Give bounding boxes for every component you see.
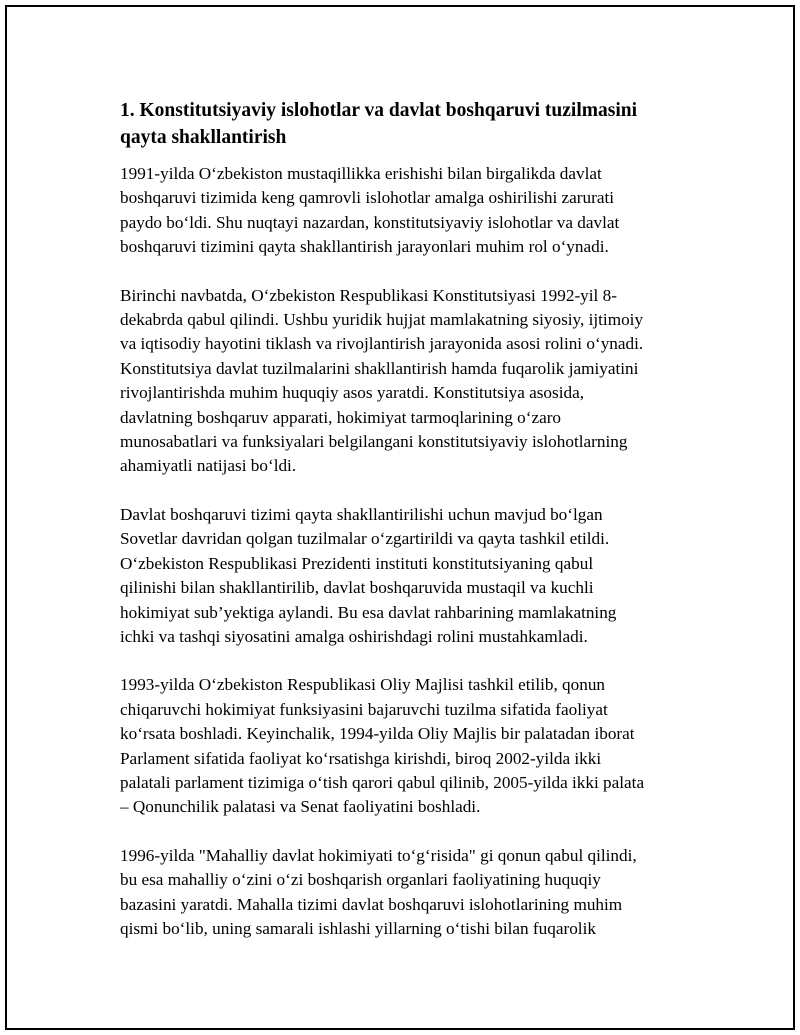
paragraph-line: ko‘rsata boshladi. Keyinchalik, 1994-yilda Oliy Majlis bir palatadan iborat [120, 724, 635, 744]
paragraph-line: bu esa mahalliy o‘zini o‘zi boshqarish organlari faoliyatining huquqiy [120, 870, 601, 890]
paragraph-line: ahamiyatli natijasi bo‘ldi. [120, 456, 297, 476]
paragraph-local-government [120, 844, 700, 942]
paragraph-line: chiqaruvchi hokimiyat funksiyasini bajaruvchi tuzilma sifatida faoliyat [120, 699, 608, 719]
paragraph-line: qismi bo‘lib, uning samarali ishlashi yillarning o‘tishi bilan fuqarolik [120, 918, 596, 938]
paragraph-line: Birinchi navbatda, O‘zbekiston Respublikasi Konstitutsiyasi 1992-yil 8- [120, 285, 617, 305]
paragraph-line: – Qonunchilik palatasi va Senat faoliyatini boshladi. [120, 797, 481, 817]
heading-line: qayta shakllantirish [120, 127, 287, 148]
paragraph-line: palatali parlament tizimiga o‘tish qarori qabul qilinib, 2005-yilda ikki palata [120, 772, 645, 792]
paragraph-oliy-majlis [120, 673, 700, 819]
paragraph-line: Parlament sifatida faoliyat ko‘rsatishga kirishdi, biroq 2002-yilda ikki [120, 748, 602, 768]
paragraph-line: rivojlantirishda muhim huquqiy asos yaratdi. Konstitutsiya asosida, [120, 383, 585, 403]
paragraph-independence-reforms [120, 162, 700, 260]
paragraph-line: ichki va tashqi siyosatini amalga oshirishdagi rolini mustahkamladi. [120, 626, 588, 646]
paragraph-line: boshqaruvi tizimida keng qamrovli islohotlar amalga oshirilishi zarurati [120, 188, 615, 208]
paragraph-line: hokimiyat sub’yektiga aylandi. Bu esa davlat rahbarining mamlakatning [120, 602, 617, 622]
paragraph-line: boshqaruvi tizimini qayta shakllantirish jarayonlari muhim rol o‘ynadi. [120, 237, 609, 257]
paragraph-president-institute [120, 503, 700, 649]
paragraph-line: 1991-yilda O‘zbekiston mustaqillikka erishishi bilan birgalikda davlat [120, 164, 602, 183]
paragraph-line: Sovetlar davridan qolgan tuzilmalar o‘zgartirildi va qayta tashkil etildi. [120, 529, 610, 549]
paragraph-line: dekabrda qabul qilindi. Ushbu yuridik hujjat mamlakatning siyosiy, ijtimoiy [120, 310, 644, 330]
paragraph-line: va iqtisodiy hayotini tiklash va rivojlantirish jarayonida asosi rolini o‘ynadi. [120, 334, 644, 354]
paragraph-line: paydo bo‘ldi. Shu nuqtayi nazardan, konstitutsiyaviy islohotlar va davlat [120, 212, 620, 232]
section-heading [120, 97, 700, 151]
paragraph-line: 1993-yilda O‘zbekiston Respublikasi Oliy Majlisi tashkil etilib, qonun [120, 675, 606, 695]
paragraph-line: 1996-yilda "Mahalliy davlat hokimiyati to‘g‘risida" gi qonun qabul qilindi, [120, 845, 637, 865]
paragraph-line: Konstitutsiya davlat tuzilmalarini shakllantirish hamda fuqarolik jamiyatini [120, 358, 639, 378]
heading-line: 1. Konstitutsiyaviy islohotlar va davlat boshqaruvi tuzilmasini [120, 100, 638, 121]
document-body [120, 97, 700, 965]
paragraph-line: davlatning boshqaruv apparati, hokimiyat tarmoqlarining o‘zaro [120, 407, 562, 427]
paragraph-line: Davlat boshqaruvi tizimi qayta shakllantirilishi uchun mavjud bo‘lgan [120, 504, 603, 524]
paragraph-constitution [120, 284, 700, 479]
paragraph-line: O‘zbekiston Respublikasi Prezidenti instituti konstitutsiyaning qabul [120, 553, 594, 573]
document-page [5, 5, 795, 1030]
paragraph-line: qilinishi bilan shakllantirilib, davlat boshqaruvida mustaqil va kuchli [120, 578, 594, 598]
paragraph-line: munosabatlari va funksiyalari belgilangani konstitutsiyaviy islohotlarning [120, 432, 628, 452]
paragraph-line: bazasini yaratdi. Mahalla tizimi davlat boshqaruvi islohotlarining muhim [120, 894, 623, 914]
